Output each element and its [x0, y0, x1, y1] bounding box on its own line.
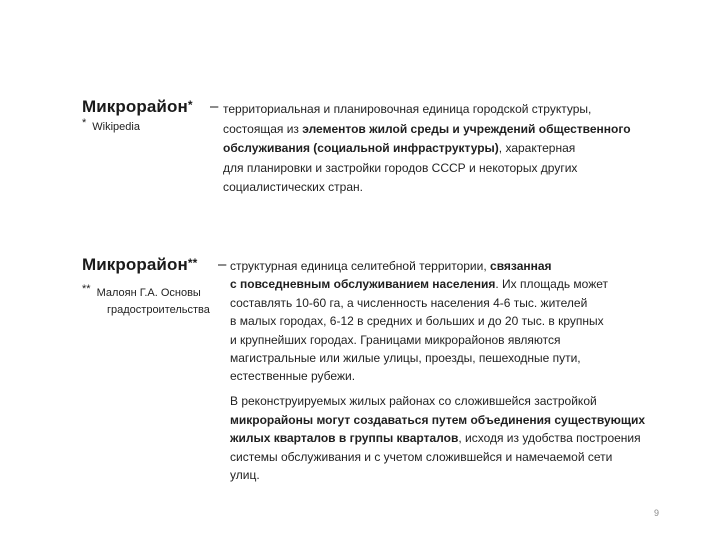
- source-text: Wikipedia: [92, 121, 140, 133]
- text-line: [230, 367, 355, 385]
- text-segment: естественные рубежи.: [230, 369, 356, 384]
- term-heading-2: [82, 255, 197, 275]
- source-note-1: [82, 117, 140, 135]
- source-note-2: [82, 283, 201, 301]
- text-line: [230, 331, 561, 349]
- text-line: [230, 448, 612, 466]
- source-text-line1: Малоян Г.А. Основы: [96, 287, 201, 299]
- text-line: [230, 294, 587, 312]
- text-segment: В реконструируемых жилых районах со сложившейся застройкой: [230, 394, 597, 408]
- term-word: Микрорайон: [82, 255, 188, 274]
- text-segment: социалистических стран.: [223, 180, 363, 194]
- page-number: 9: [654, 508, 660, 518]
- term-dash: –: [210, 98, 219, 115]
- text-segment: . Их площадь может: [495, 277, 609, 292]
- term-heading-1: [82, 97, 193, 117]
- text-line: [230, 429, 641, 447]
- source-text-line2: градостроительства: [107, 304, 210, 316]
- text-segment: составлять 10-60 га, а численность населения 4-6 тыс. жителей: [230, 295, 588, 310]
- text-line: [230, 312, 604, 330]
- text-segment: магистральные или жилые улицы, проезды, пешеходные пути,: [230, 351, 581, 365]
- footnote-mark: **: [187, 256, 198, 270]
- text-segment: территориальная и планировочная единица городской структуры,: [223, 102, 592, 116]
- bold-text: связанная: [490, 259, 552, 273]
- term-word: Микрорайон: [82, 97, 188, 116]
- bold-text: элементов жилой среды и учреждений общественного: [302, 121, 631, 136]
- text-segment: в малых городах, 6-12 в средних и больших и до 20 тыс. в крупных: [230, 314, 604, 329]
- text-segment: и крупнейших городах. Границами микрорайонов являются: [230, 332, 561, 347]
- text-segment: улиц.: [230, 468, 260, 483]
- text-segment: , характерная: [498, 141, 576, 155]
- text-segment: системы обслуживания и с учетом сложившейся и намечаемой сети: [230, 449, 613, 464]
- text-line: [230, 349, 581, 367]
- text-segment: , исходя из удобства построения: [458, 431, 641, 446]
- text-line: [230, 411, 645, 429]
- text-line: [223, 178, 363, 196]
- footnote-mark: *: [187, 98, 193, 112]
- source-mark: **: [82, 283, 91, 295]
- text-line: [223, 159, 577, 177]
- text-segment: для планировки и застройки городов СССР и некоторых других: [223, 160, 578, 175]
- text-segment: состоящая из: [223, 121, 303, 136]
- bold-text: обслуживания (социальной инфраструктуры): [223, 141, 499, 155]
- term-dash: –: [218, 256, 227, 273]
- text-line: [230, 275, 608, 293]
- bold-text: с повседневным обслуживанием населения: [230, 277, 496, 292]
- source-note-2-line2: [107, 303, 210, 318]
- text-segment: структурная единица селитебной территории,: [230, 259, 491, 273]
- text-line: [230, 466, 260, 484]
- source-mark: *: [82, 117, 87, 129]
- bold-text: жилых кварталов в группы кварталов: [230, 431, 459, 446]
- text-line: [230, 392, 597, 410]
- text-line: [230, 257, 552, 275]
- text-line: [223, 120, 631, 138]
- bold-text: микрорайоны могут создаваться путем объединения существующих: [230, 412, 646, 427]
- text-line: [223, 100, 591, 118]
- text-line: [223, 139, 575, 157]
